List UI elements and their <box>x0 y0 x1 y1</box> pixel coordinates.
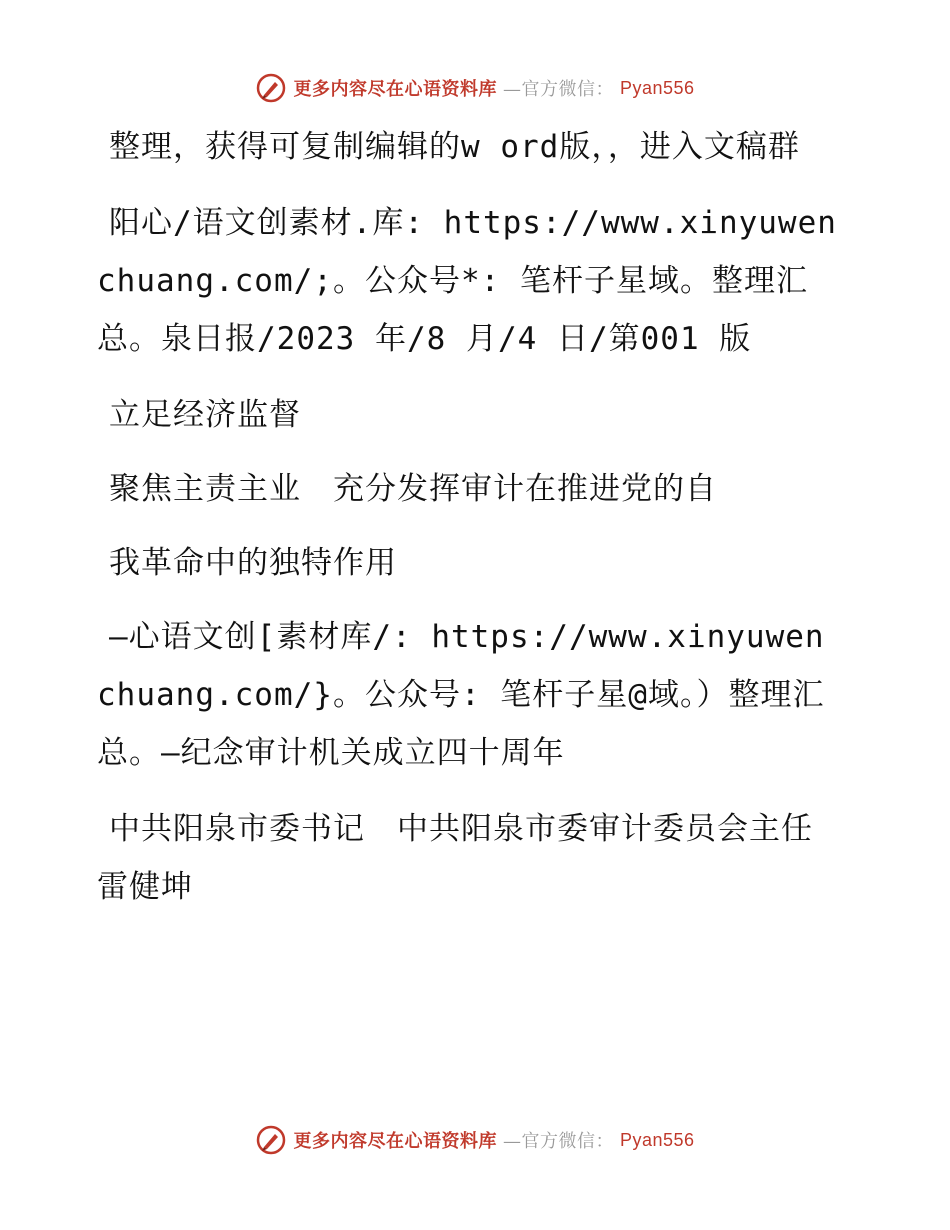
pen-logo-icon <box>255 72 287 104</box>
paragraph-subtitle: —心语文创[素材库/: https://www.xinyuwenchuang.com/}。公众号: 笔杆子星@域。）整理汇总。—纪念审计机关成立四十周年 <box>97 619 825 771</box>
heading-line-1: 立足经济监督 <box>109 397 301 433</box>
banner-separator: —官方微信： <box>502 79 614 100</box>
paragraph-source: 阳心/语文创素材.库: https://www.xinyuwenchuang.com/;。公众号*: 笔杆子星域。整理汇总。泉日报/2023 年/8 月/4 日/第001 版 <box>97 205 837 357</box>
pen-logo-icon <box>255 1124 287 1156</box>
banner-wechat-id: Pyan556 <box>619 1129 695 1150</box>
heading-line-3: 我革命中的独特作用 <box>109 545 397 581</box>
banner-wechat-id: Pyan556 <box>619 77 695 98</box>
paragraph-intro: 整理，获得可复制编辑的w ord版，，进入文稿群 <box>109 129 800 165</box>
heading-line-2: 聚焦主责主业 充分发挥审计在推进党的自 <box>109 471 717 507</box>
banner-separator: —官方微信： <box>502 1131 614 1152</box>
banner-title: 更多内容尽在心语资料库 <box>293 1131 497 1152</box>
banner-title: 更多内容尽在心语资料库 <box>293 79 497 100</box>
header-banner <box>0 72 950 104</box>
document-body <box>97 118 845 934</box>
footer-banner <box>0 1124 950 1156</box>
paragraph-author: 中共阳泉市委书记 中共阳泉市委审计委员会主任 雷健坤 <box>97 811 845 905</box>
